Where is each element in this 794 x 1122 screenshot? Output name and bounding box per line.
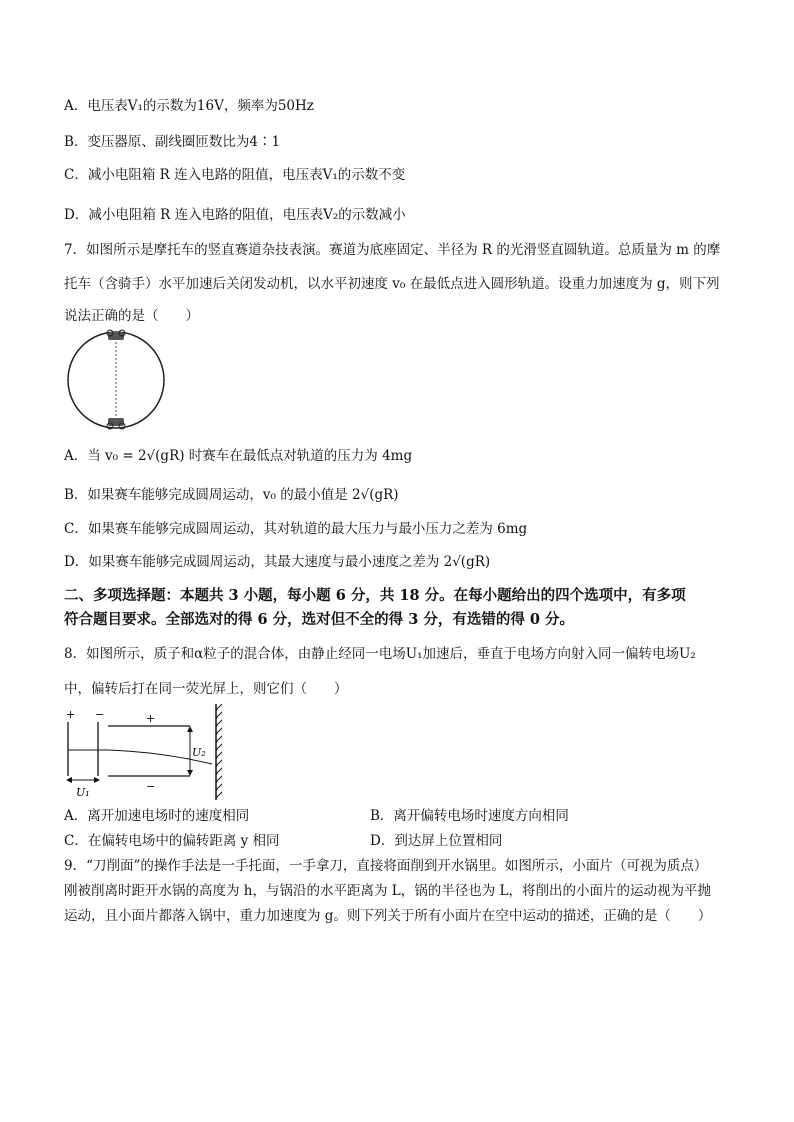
q7-option-a: A．当 v₀ = 2√(gR) 时赛车在最低点对轨道的压力为 4mg	[64, 448, 413, 464]
u2-label: U₂	[192, 746, 206, 759]
q9-stem-line3: 运动，且小面片都落入锅中，重力加速度为 g。则下列关于所有小面片在空中运动的描述，正确的是（ ）	[64, 908, 712, 924]
q6-option-a: A．电压表V₁的示数为16V，频率为50Hz	[64, 98, 314, 114]
q8-stem-line2: 中，偏转后打在同一荧光屏上，则它们（ ）	[64, 681, 348, 697]
q7-option-c: C．如果赛车能够完成圆周运动，其对轨道的最大压力与最小压力之差为 6mg	[64, 521, 528, 537]
section2-heading-line1: 二、多项选择题：本题共 3 小题，每小题 6 分，共 18 分。在每小题给出的四个选项中，有多项	[64, 587, 686, 604]
section2-heading-line2: 符合题目要求。全部选对的得 6 分，选对但不全的得 3 分，有选错的得 0 分。	[64, 611, 575, 628]
accel-minus-sign: −	[95, 708, 105, 721]
q6-option-d: D．减小电阻箱 R 连入电路的阻值，电压表V₂的示数减小	[64, 207, 406, 223]
accel-plus-sign: +	[66, 708, 76, 721]
q6-option-c: C．减小电阻箱 R 连入电路的阻值，电压表V₁的示数不变	[64, 167, 406, 183]
q9-stem-line2: 刚被削离时距开水锅的高度为 h，与锅沿的水平距离为 L，锅的半径也为 L，将削出的小面片的运动视为平抛	[64, 883, 711, 899]
q8-stem-line1: 8．如图所示，质子和α粒子的混合体，由静止经同一电场U₁加速后，垂直于电场方向射入同一偏转电场U₂	[64, 646, 696, 662]
q7-stem-line3: 说法正确的是（ ）	[64, 308, 199, 324]
loop-track-figure	[64, 328, 168, 432]
q7-option-d: D．如果赛车能够完成圆周运动，其最大速度与最小速度之差为 2√(gR)	[64, 554, 491, 570]
q6-option-b: B．变压器原、副线圈匝数比为4∶1	[64, 134, 281, 150]
q8-option-c: C．在偏转电场中的偏转距离 y 相同	[64, 833, 280, 849]
deflection-field-figure	[62, 704, 232, 800]
q7-option-b: B．如果赛车能够完成圆周运动，v₀ 的最小值是 2√(gR)	[64, 487, 399, 503]
q7-stem-line2: 托车（含骑手）水平加速后关闭发动机，以水平初速度 v₀ 在最低点进入圆形轨道。设重力加速度为 g，则下列	[64, 276, 720, 292]
q9-stem-line1: 9．“刀削面”的操作手法是一手托面，一手拿刀，直接将面削到开水锅里。如图所示，小面片（可视为质点）	[64, 858, 708, 874]
q8-option-b: B．离开偏转电场时速度方向相同	[370, 808, 569, 824]
q8-option-d: D．到达屏上位置相同	[370, 833, 503, 849]
q8-option-a: A．离开加速电场时的速度相同	[64, 808, 250, 824]
q7-stem-line1: 7．如图所示是摩托车的竖直赛道杂技表演。赛道为底座固定、半径为 R 的光滑竖直圆轨道。总质量为 m 的摩	[64, 242, 721, 258]
u1-label: U₁	[76, 786, 90, 799]
deflect-minus-sign: −	[146, 780, 156, 793]
deflect-plus-sign: +	[146, 712, 156, 725]
